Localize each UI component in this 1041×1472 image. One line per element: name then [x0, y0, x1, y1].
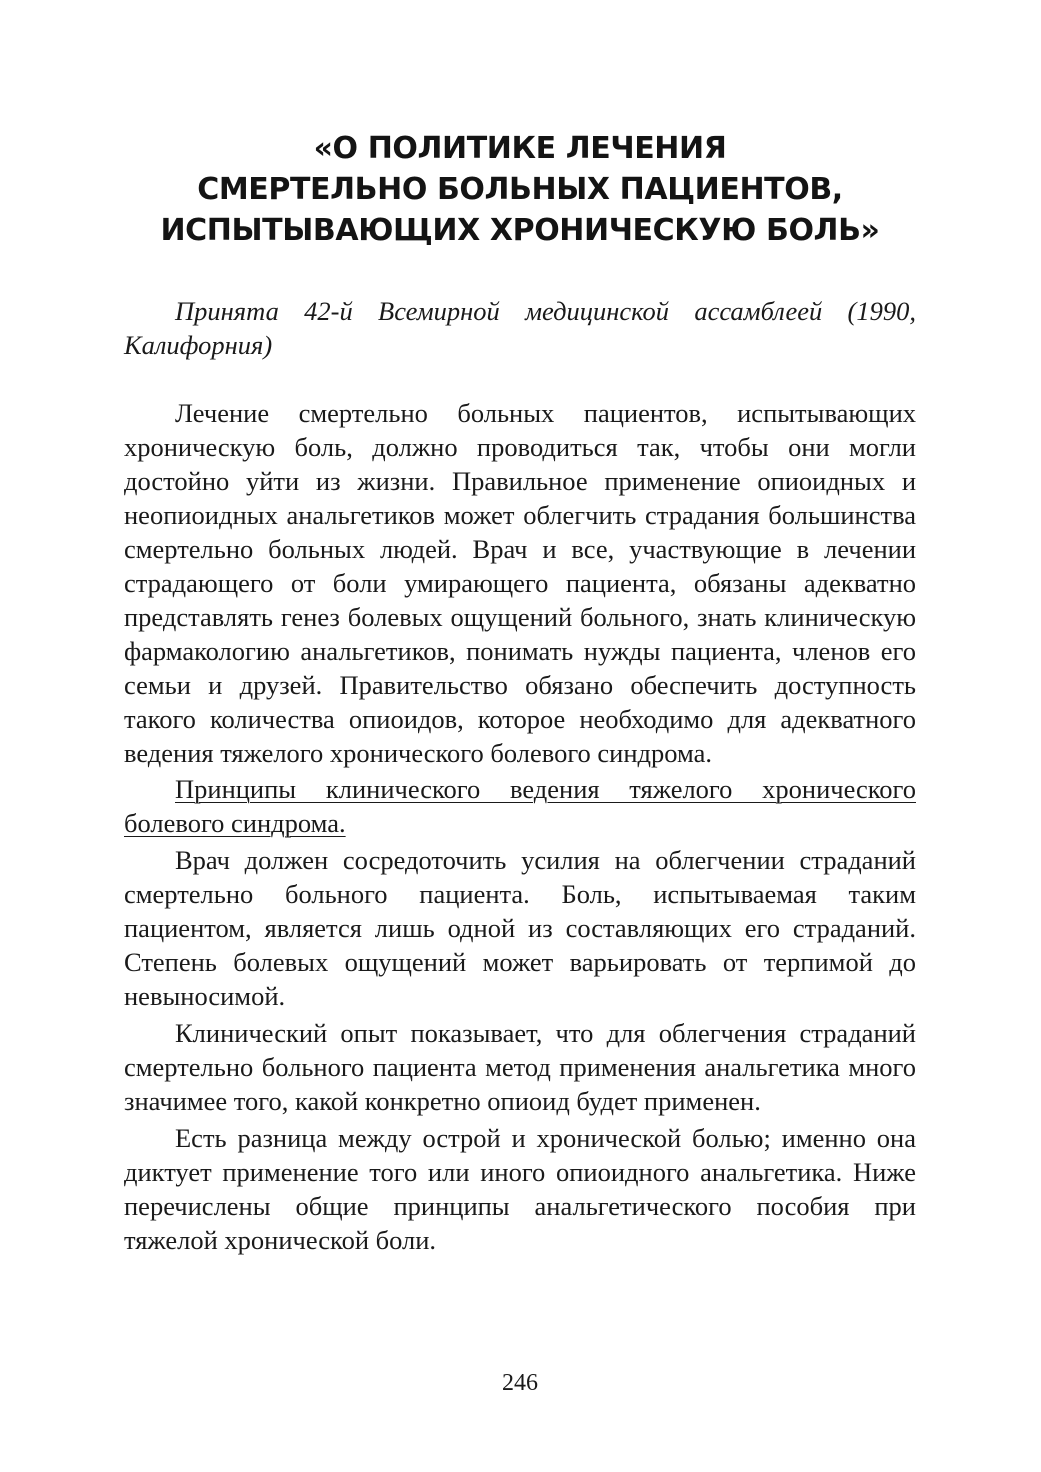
paragraph-section-heading	[124, 772, 916, 840]
title-line-1: «О ПОЛИТИКЕ ЛЕЧЕНИЯ	[313, 131, 727, 166]
page-number: 246	[502, 1370, 538, 1396]
title-line-2: СМЕРТЕЛЬНО БОЛЬНЫХ ПАЦИЕНТОВ,	[197, 172, 843, 207]
document-title	[124, 128, 916, 251]
title-line-3: ИСПЫТЫВАЮЩИХ ХРОНИЧЕСКУЮ БОЛЬ»	[160, 213, 880, 248]
document-body	[124, 396, 916, 1257]
paragraph-1: Лечение смертельно больных пациентов, испытывающих хроническую боль, должно проводиться так, чтобы они могли достойно уйти из жизни. Правильное применение опиоидных и неопиоидных анальгетиков может облегчить страдания большинства смертельно больных людей. Врач и все, участвующие в лечении страдающего от боли умирающего пациента, обязаны адекватно представлять генез болевых ощущений больного, знать клиническую фармакологию анальгетиков, понимать нужды пациента, членов его семьи и друзей. Правительство обязано обеспечить доступность такого количества опиоидов, которое необходимо для адекватного ведения тяжелого хронического болевого синдрома.	[124, 398, 916, 768]
document-subtitle: Принята 42-й Всемирной медицинской ассамблеей (1990, Калифорния)	[124, 296, 916, 360]
paragraph-3: Врач должен сосредоточить усилия на облегчении страданий смертельно больного пациента. Боль, испытываемая таким пациентом, является лишь одной из составляющих его страданий. Степень болевых ощущений может варьировать от терпимой до невыносимой.	[124, 845, 916, 1011]
document-page	[124, 0, 916, 1472]
section-heading-text: Принципы клинического ведения тяжелого хронического болевого синдрома.	[124, 774, 916, 838]
paragraph-5: Есть разница между острой и хронической болью; именно она диктует применение того или иного опиоидного анальгетика. Ниже перечислены общие принципы анальгетического пособия при тяжелой хронической боли.	[124, 1123, 916, 1255]
paragraph-4: Клинический опыт показывает, что для облегчения страданий смертельно больного пациента метод применения анальгетика много значимее того, какой конкретно опиоид будет применен.	[124, 1018, 916, 1116]
